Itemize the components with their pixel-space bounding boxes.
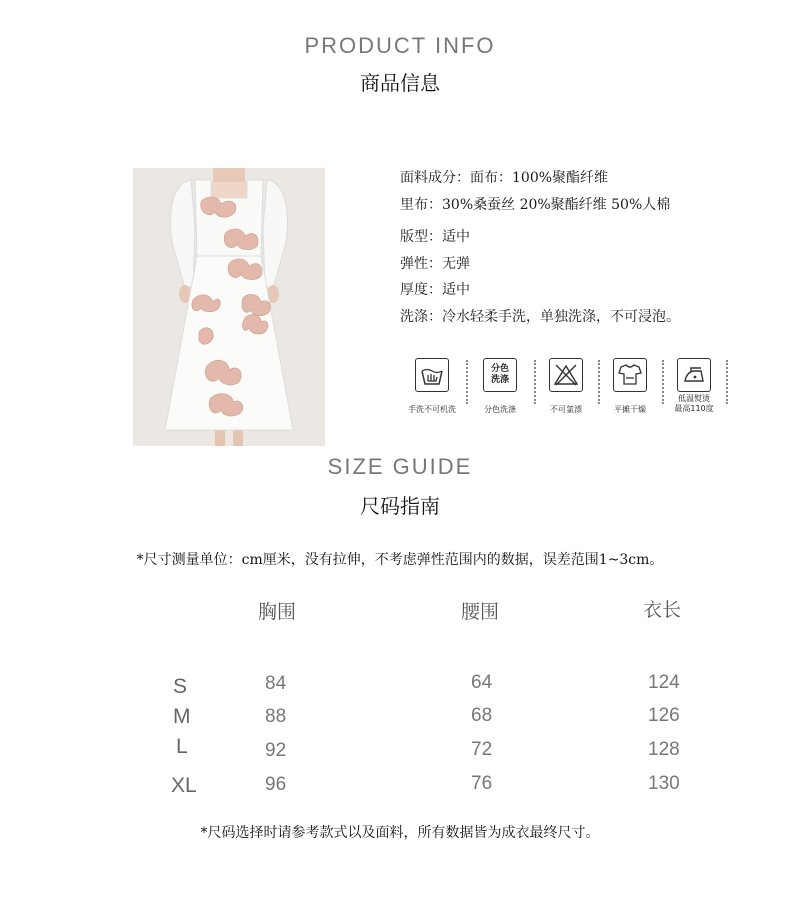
care-label-wash-separately: 分色洗涤: [484, 405, 516, 414]
length-value: 126: [648, 705, 680, 726]
care-divider: [466, 360, 468, 404]
care-item-dry-flat: [600, 356, 660, 428]
fit-info: 版型：适中: [400, 229, 470, 245]
size-guide-heading: SIZE GUIDE: [327, 454, 473, 479]
bust-value: 92: [265, 740, 287, 761]
header-waist: 腰围: [461, 601, 500, 623]
low-iron-icon: [677, 358, 711, 392]
length-value: 128: [648, 739, 680, 760]
care-label-low-iron: [664, 394, 724, 414]
care-label-hand-wash: 手洗不可机洗: [408, 405, 456, 414]
wash-separately-icon-text-1: 分色: [490, 364, 509, 374]
size-label: M: [173, 705, 191, 728]
size-label: XL: [171, 774, 197, 797]
care-item-hand-wash: [402, 356, 462, 428]
washing-info: 洗涤：冷水轻柔手洗，单独洗涤，不可浸泡。: [400, 308, 680, 325]
care-item-wash-separately: [470, 356, 530, 428]
waist-value: 72: [471, 739, 493, 760]
care-label-no-bleach: 不可氯漂: [550, 405, 582, 414]
care-label-dry-flat: 平摊干燥: [614, 405, 646, 414]
care-divider: [726, 360, 728, 404]
size-guide-heading-cn: 尺码指南: [360, 494, 440, 518]
product-photo: [133, 168, 325, 446]
lining-composition: 里布：30%桑蚕丝 20%聚酯纤维 50%人棉: [400, 196, 671, 213]
header-bust: 胸围: [258, 601, 297, 623]
care-label-low-iron-line1: 低温熨烫: [678, 394, 710, 403]
wash-separately-icon: [483, 358, 517, 392]
header-length: 衣长: [643, 599, 682, 621]
fabric-composition: 面料成分：面布：100%聚酯纤维: [400, 170, 609, 186]
care-icons-row: [402, 356, 727, 428]
bust-value: 84: [265, 673, 287, 694]
length-value: 130: [648, 773, 680, 794]
thickness-info: 厚度：适中: [400, 282, 470, 298]
size-selection-note: *尺码选择时请参考款式以及面料，所有数据皆为成衣最终尺寸。: [200, 825, 600, 841]
length-value: 124: [648, 672, 680, 693]
dry-flat-icon: [613, 358, 647, 392]
no-bleach-icon: [549, 358, 583, 392]
waist-value: 76: [471, 773, 493, 794]
size-label: S: [173, 675, 188, 698]
size-label: L: [176, 735, 188, 758]
dress-illustration: [133, 168, 325, 446]
waist-value: 68: [471, 705, 493, 726]
elasticity-info: 弹性：无弹: [400, 255, 470, 272]
bust-value: 88: [265, 706, 287, 727]
care-item-no-bleach: [536, 356, 596, 428]
product-info-heading-cn: 商品信息: [360, 71, 440, 95]
care-item-low-iron: [664, 356, 724, 428]
product-info-list: [400, 165, 790, 330]
hand-wash-icon: [415, 358, 449, 392]
product-info-heading: PRODUCT INFO: [304, 33, 496, 58]
wash-separately-icon-text-2: 洗涤: [490, 375, 509, 385]
waist-value: 64: [471, 672, 493, 693]
measurement-note: *尺寸测量单位：cm厘米，没有拉伸，不考虑弹性范围内的数据，误差范围1~3cm。: [136, 552, 664, 568]
care-label-low-iron-line2: 最高110度: [674, 404, 714, 413]
bust-value: 96: [265, 774, 287, 795]
